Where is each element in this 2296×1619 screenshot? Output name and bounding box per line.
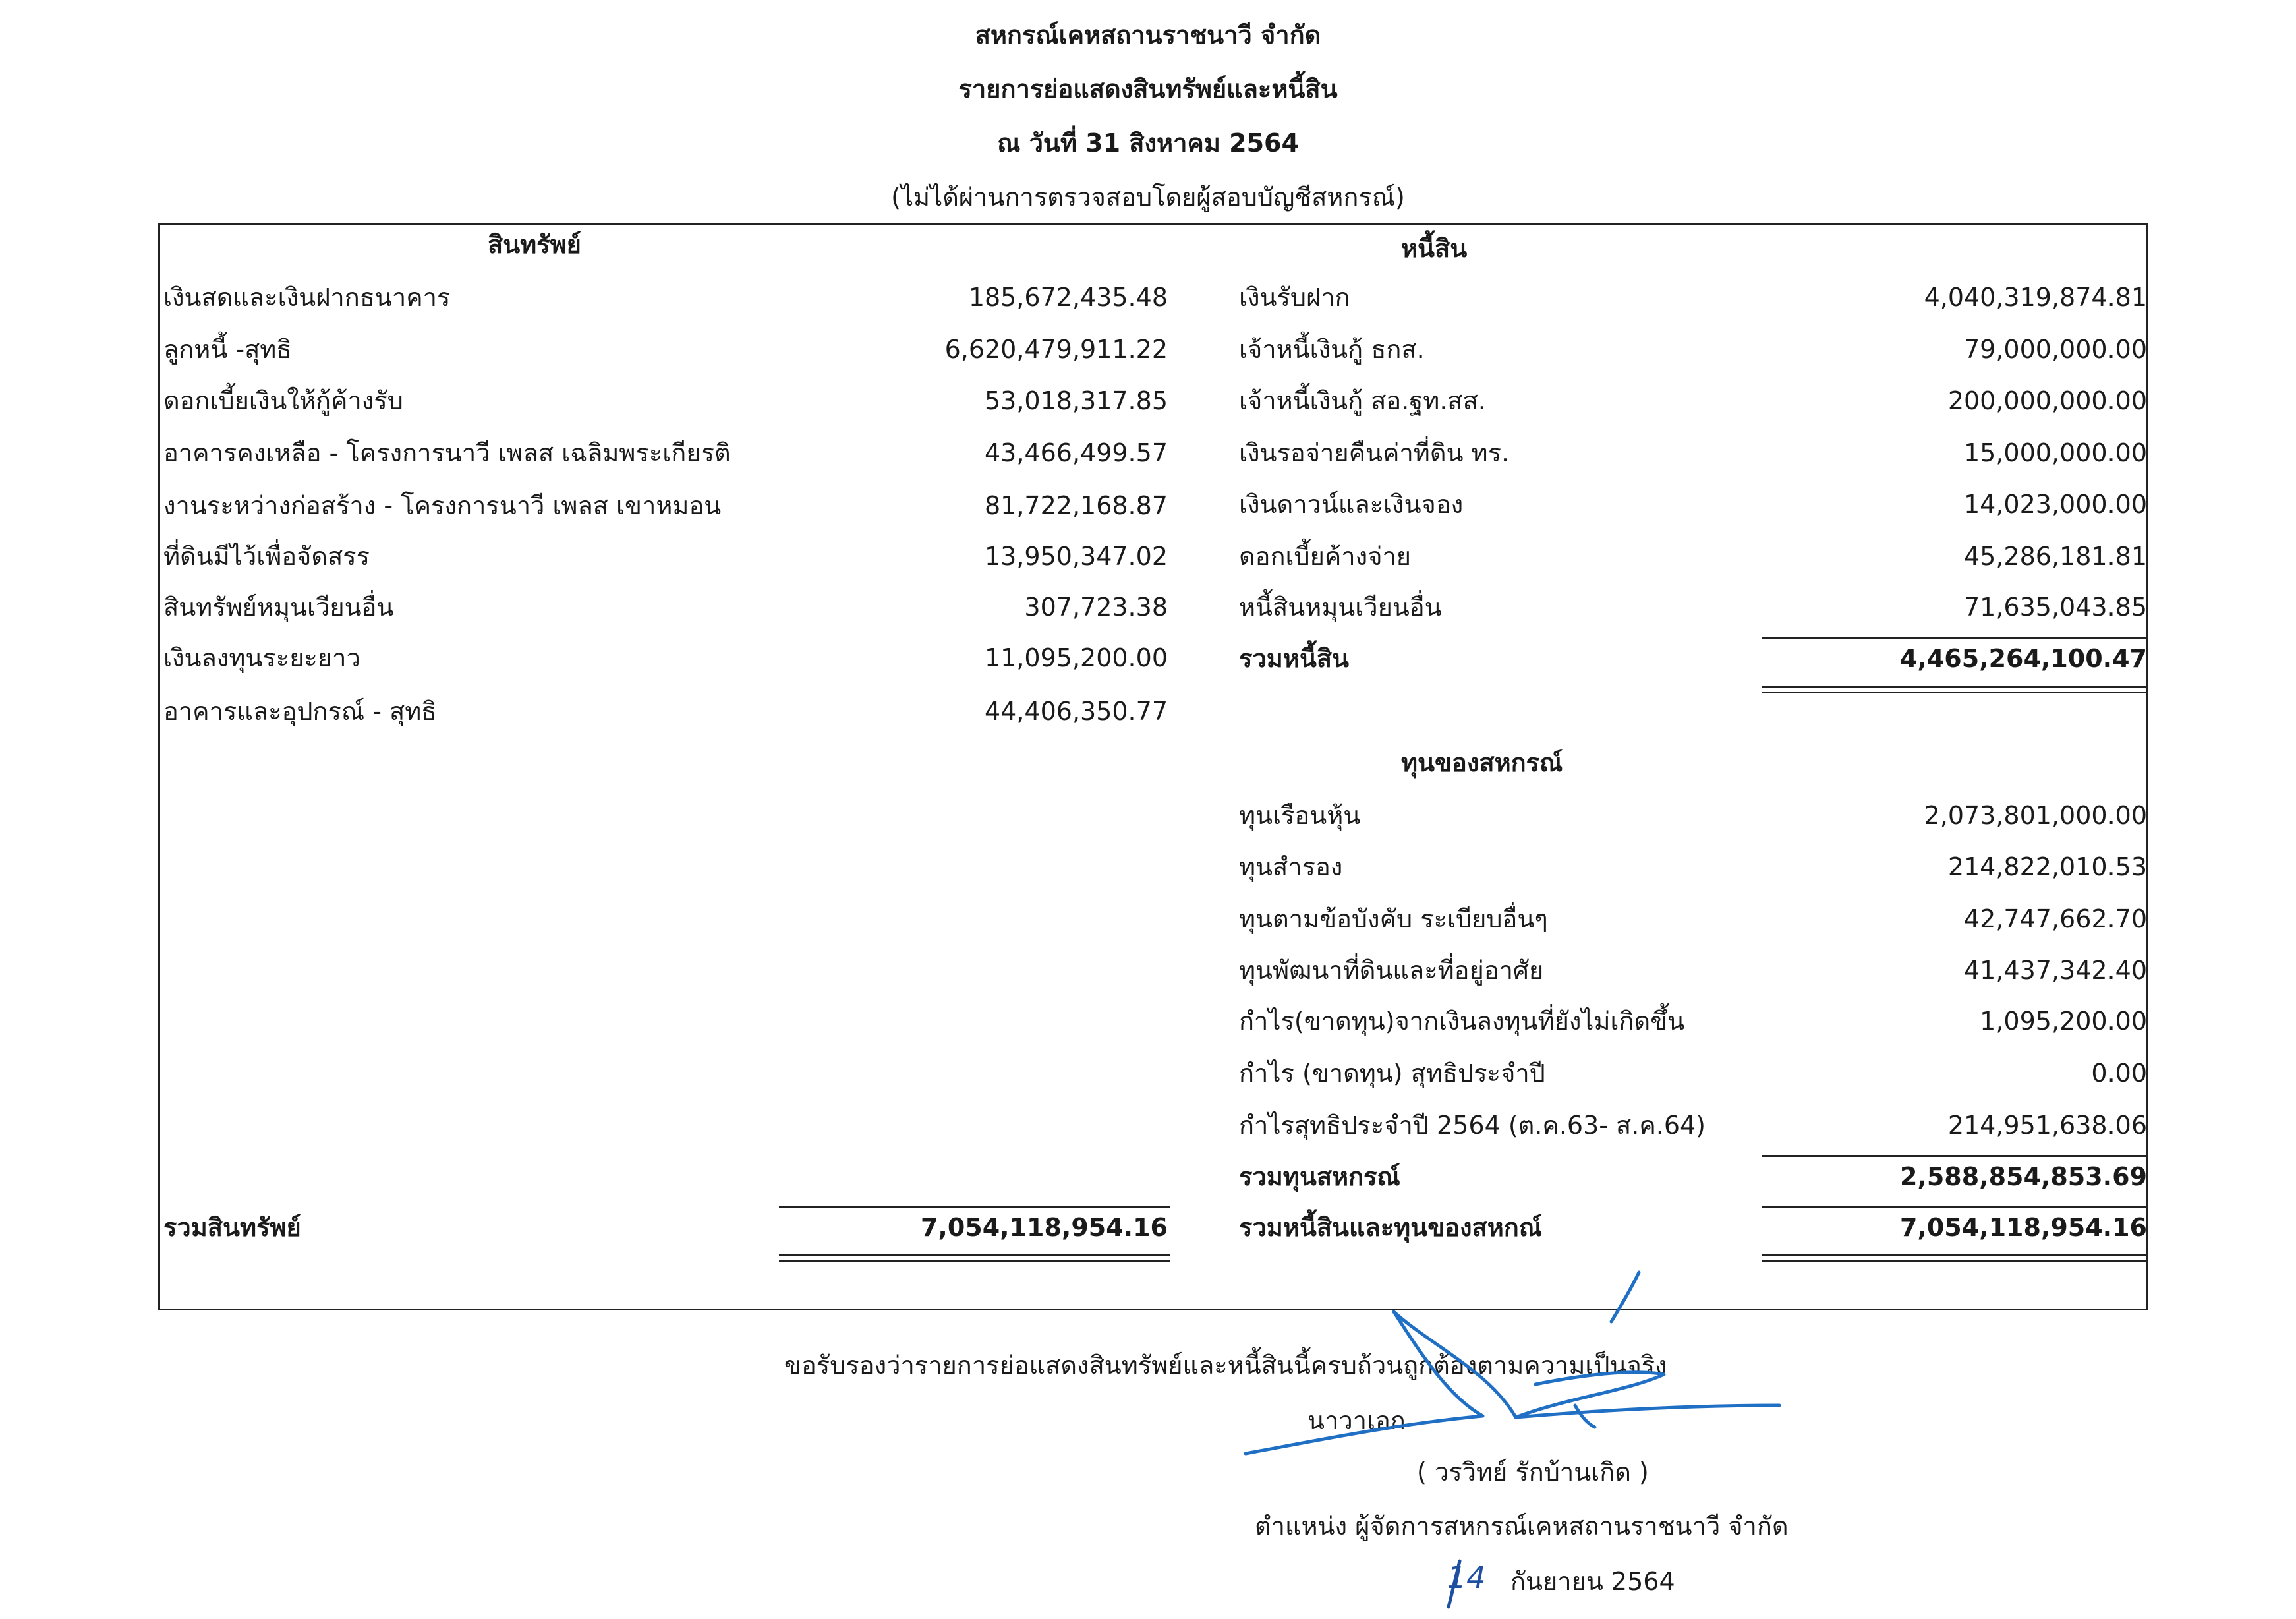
- equity-label: ทุนพัฒนาที่ดินและที่อยู่อาศัย: [1239, 956, 1544, 985]
- equity-heading: ทุนของสหกรณ์: [1401, 748, 1563, 777]
- asset-value: 6,620,479,911.22: [944, 335, 1168, 364]
- liability-value: 79,000,000.00: [1963, 335, 2147, 364]
- equity-value: 42,747,662.70: [1963, 904, 2147, 933]
- liability-value: 4,040,319,874.81: [1924, 283, 2147, 312]
- equity-label: ทุนตามข้อบังคับ ระเบียบอื่นๆ: [1239, 904, 1548, 933]
- asset-label: เงินสดและเงินฝากธนาคาร: [163, 283, 451, 312]
- asset-value: 11,095,200.00: [984, 643, 1168, 672]
- signer-name: ( วรวิทย์ รักบ้านเกิด ): [1417, 1457, 1649, 1487]
- liability-value: 45,286,181.81: [1963, 542, 2147, 571]
- equity-value: 1,095,200.00: [1980, 1007, 2147, 1036]
- liability-value: 14,023,000.00: [1963, 490, 2147, 519]
- liability-label: เงินรับฝาก: [1239, 283, 1350, 312]
- assets-total-label: รวมสินทรัพย์: [163, 1213, 301, 1242]
- liability-value: 200,000,000.00: [1947, 386, 2147, 415]
- assets-total-value: 7,054,118,954.16: [920, 1213, 1168, 1242]
- asset-value: 185,672,435.48: [968, 283, 1168, 312]
- equity-total-value: 2,588,854,853.69: [1899, 1162, 2147, 1191]
- liability-label: เจ้าหนี้เงินกู้ ธกส.: [1239, 335, 1425, 364]
- liability-value: 71,635,043.85: [1963, 593, 2147, 622]
- asset-label: ดอกเบี้ยเงินให้กู้ค้างรับ: [163, 386, 403, 415]
- asset-value: 53,018,317.85: [984, 386, 1168, 415]
- equity-label: กำไร (ขาดทุน) สุทธิประจำปี: [1239, 1059, 1545, 1088]
- equity-value: 0.00: [2091, 1059, 2147, 1088]
- grand-total-label: รวมหนี้สินและทุนของสหกณ์: [1239, 1213, 1543, 1242]
- equity-label: กำไร(ขาดทุน)จากเงินลงทุนที่ยังไม่เกิดขึ้น: [1239, 1007, 1685, 1036]
- liability-label: เงินดาวน์และเงินจอง: [1239, 490, 1464, 519]
- liability-label: เงินรอจ่ายคืนค่าที่ดิน ทร.: [1239, 438, 1510, 467]
- handwritten-day: 14: [1447, 1560, 1486, 1595]
- equity-value: 214,951,638.06: [1947, 1111, 2147, 1140]
- equity-total-label: รวมทุนสหกรณ์: [1239, 1162, 1400, 1191]
- asset-label: งานระหว่างก่อสร้าง - โครงการนาวี เพลส เขาหมอน: [163, 491, 722, 520]
- signer-rank: นาวาเอก: [1307, 1406, 1406, 1435]
- asset-label: ลูกหนี้ -สุทธิ: [163, 335, 292, 364]
- equity-value: 41,437,342.40: [1963, 956, 2147, 985]
- asset-value: 13,950,347.02: [984, 542, 1168, 571]
- document-title: รายการย่อแสดงสินทรัพย์และหนี้สิน: [958, 74, 1338, 103]
- equity-label: ทุนเรือนหุ้น: [1239, 801, 1361, 830]
- asset-value: 81,722,168.87: [984, 491, 1168, 520]
- signature-date: กันยายน 2564: [1510, 1567, 1675, 1596]
- asset-label: สินทรัพย์หมุนเวียนอื่น: [163, 593, 394, 622]
- liability-label: หนี้สินหมุนเวียนอื่น: [1239, 593, 1442, 622]
- asset-label: ที่ดินมีไว้เพื่อจัดสรร: [163, 542, 370, 571]
- liabilities-total-value: 4,465,264,100.47: [1899, 644, 2147, 673]
- asset-value: 43,466,499.57: [984, 438, 1168, 467]
- asset-label: อาคารคงเหลือ - โครงการนาวี เพลส เฉลิมพระเกียรติ: [163, 438, 731, 467]
- audit-note: (ไม่ได้ผ่านการตรวจสอบโดยผู้สอบบัญชีสหกรณ์): [891, 183, 1405, 212]
- equity-label: กำไรสุทธิประจำปี 2564 (ต.ค.63- ส.ค.64): [1239, 1111, 1706, 1140]
- equity-label: ทุนสำรอง: [1239, 852, 1343, 881]
- signer-position: ตำแหน่ง ผู้จัดการสหกรณ์เคหสถานราชนาวี จำกัด: [1255, 1512, 1789, 1541]
- asset-label: อาคารและอุปกรณ์ - สุทธิ: [163, 697, 437, 726]
- liability-label: ดอกเบี้ยค้างจ่าย: [1239, 542, 1412, 571]
- liability-label: เจ้าหนี้เงินกู้ สอ.ฐท.สส.: [1239, 386, 1486, 415]
- liabilities-heading: หนี้สิน: [1401, 234, 1468, 263]
- liabilities-total-label: รวมหนี้สิน: [1239, 644, 1349, 673]
- assets-heading: สินทรัพย์: [488, 230, 581, 259]
- liability-value: 15,000,000.00: [1963, 438, 2147, 467]
- asset-label: เงินลงทุนระยะยาว: [163, 643, 360, 672]
- equity-value: 2,073,801,000.00: [1924, 801, 2147, 830]
- asset-value: 44,406,350.77: [984, 697, 1168, 726]
- asset-value: 307,723.38: [1024, 593, 1168, 622]
- equity-value: 214,822,010.53: [1947, 852, 2147, 881]
- certification-text: ขอรับรองว่ารายการย่อแสดงสินทรัพย์และหนี้สินนี้ครบถ้วนถูกต้องตามความเป็นจริง: [784, 1351, 1667, 1380]
- grand-total-value: 7,054,118,954.16: [1899, 1213, 2147, 1242]
- document-date: ณ วันที่ 31 สิงหาคม 2564: [997, 129, 1299, 158]
- org-name: สหกรณ์เคหสถานราชนาวี จำกัด: [975, 20, 1321, 49]
